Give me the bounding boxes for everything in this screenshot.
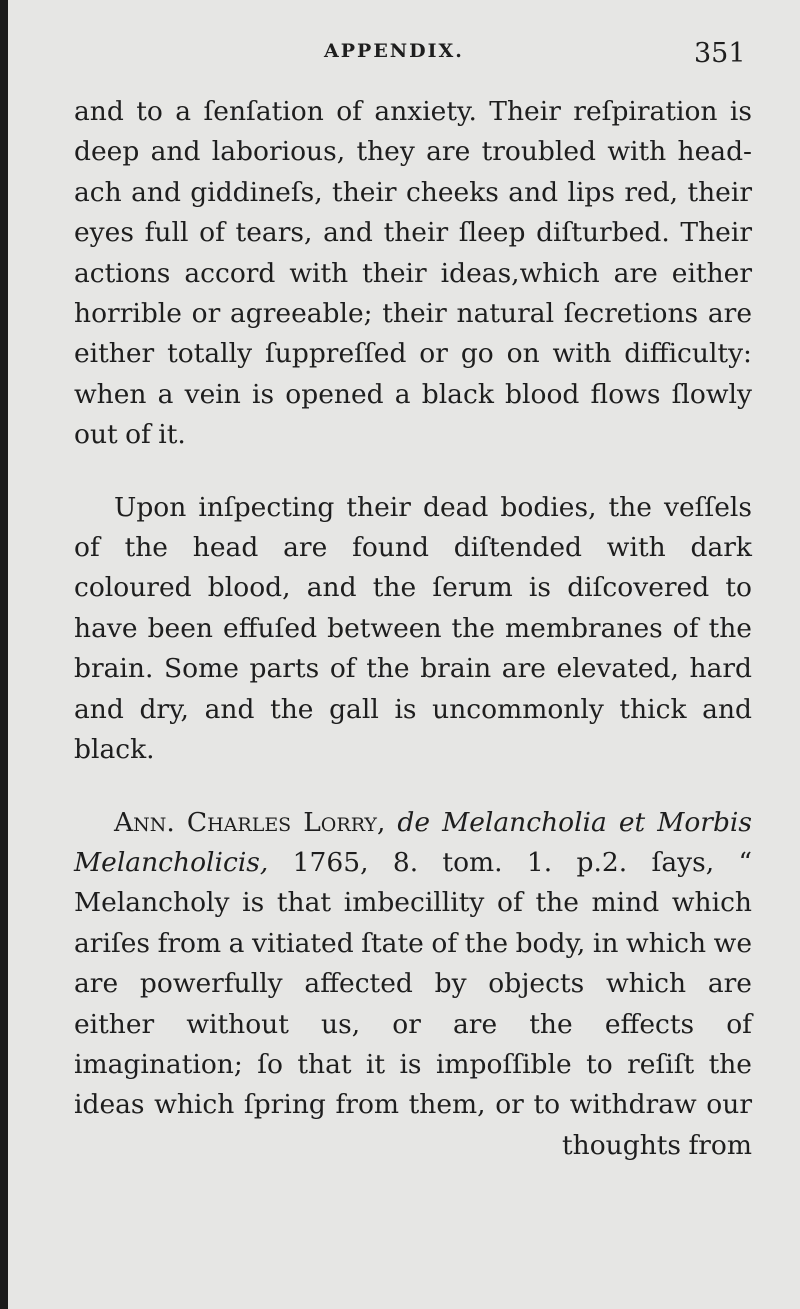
paragraph-lorry-quote bbox=[74, 803, 752, 1167]
quote-text: 1765, 8. tom. 1. p.2. ſays, “ Melancholy is that imbecillity of the mind which ariſes from a vitiated ſtate of the body, in which we are powerfully affected by objects which are either without us, or are the effects of imagination; ſo that it is impoſſible to reſiſt the ideas which ſpring from them, or to withdraw our thoughts from bbox=[74, 846, 752, 1161]
author-name: Ann. Charles Lorry, bbox=[114, 806, 386, 838]
page-number: 351 bbox=[694, 38, 746, 69]
paragraph-dissection: Upon inſpecting their dead bodies, the veſſels of the head are found diſtended with dark coloured blood, and the ſerum is diſcovered to have been effuſed between the membranes of the brain. Some parts of the brain are elevated, hard and dry, and the gall is uncommonly thick and black. bbox=[74, 491, 752, 766]
book-title: de Melancholia et Morbis Melancholicis, bbox=[74, 806, 752, 878]
paragraph-symptoms: and to a ſenſation of anxiety. Their reſpiration is deep and laborious, they are troubled with head-ach and giddineſs, their cheeks and lips red, their eyes full of tears, and their ſleep diſturbed. Their actions accord with their ideas,which are either horrible or agreeable; their natural ſecretions are either totally ſuppreſſed or go on with difficulty: when a vein is opened a black blood flows ſlowly out of it. bbox=[74, 96, 752, 451]
running-head bbox=[8, 38, 768, 78]
body-text bbox=[74, 92, 752, 1166]
book-page bbox=[8, 0, 800, 1309]
running-head-title: APPENDIX. bbox=[324, 40, 464, 62]
